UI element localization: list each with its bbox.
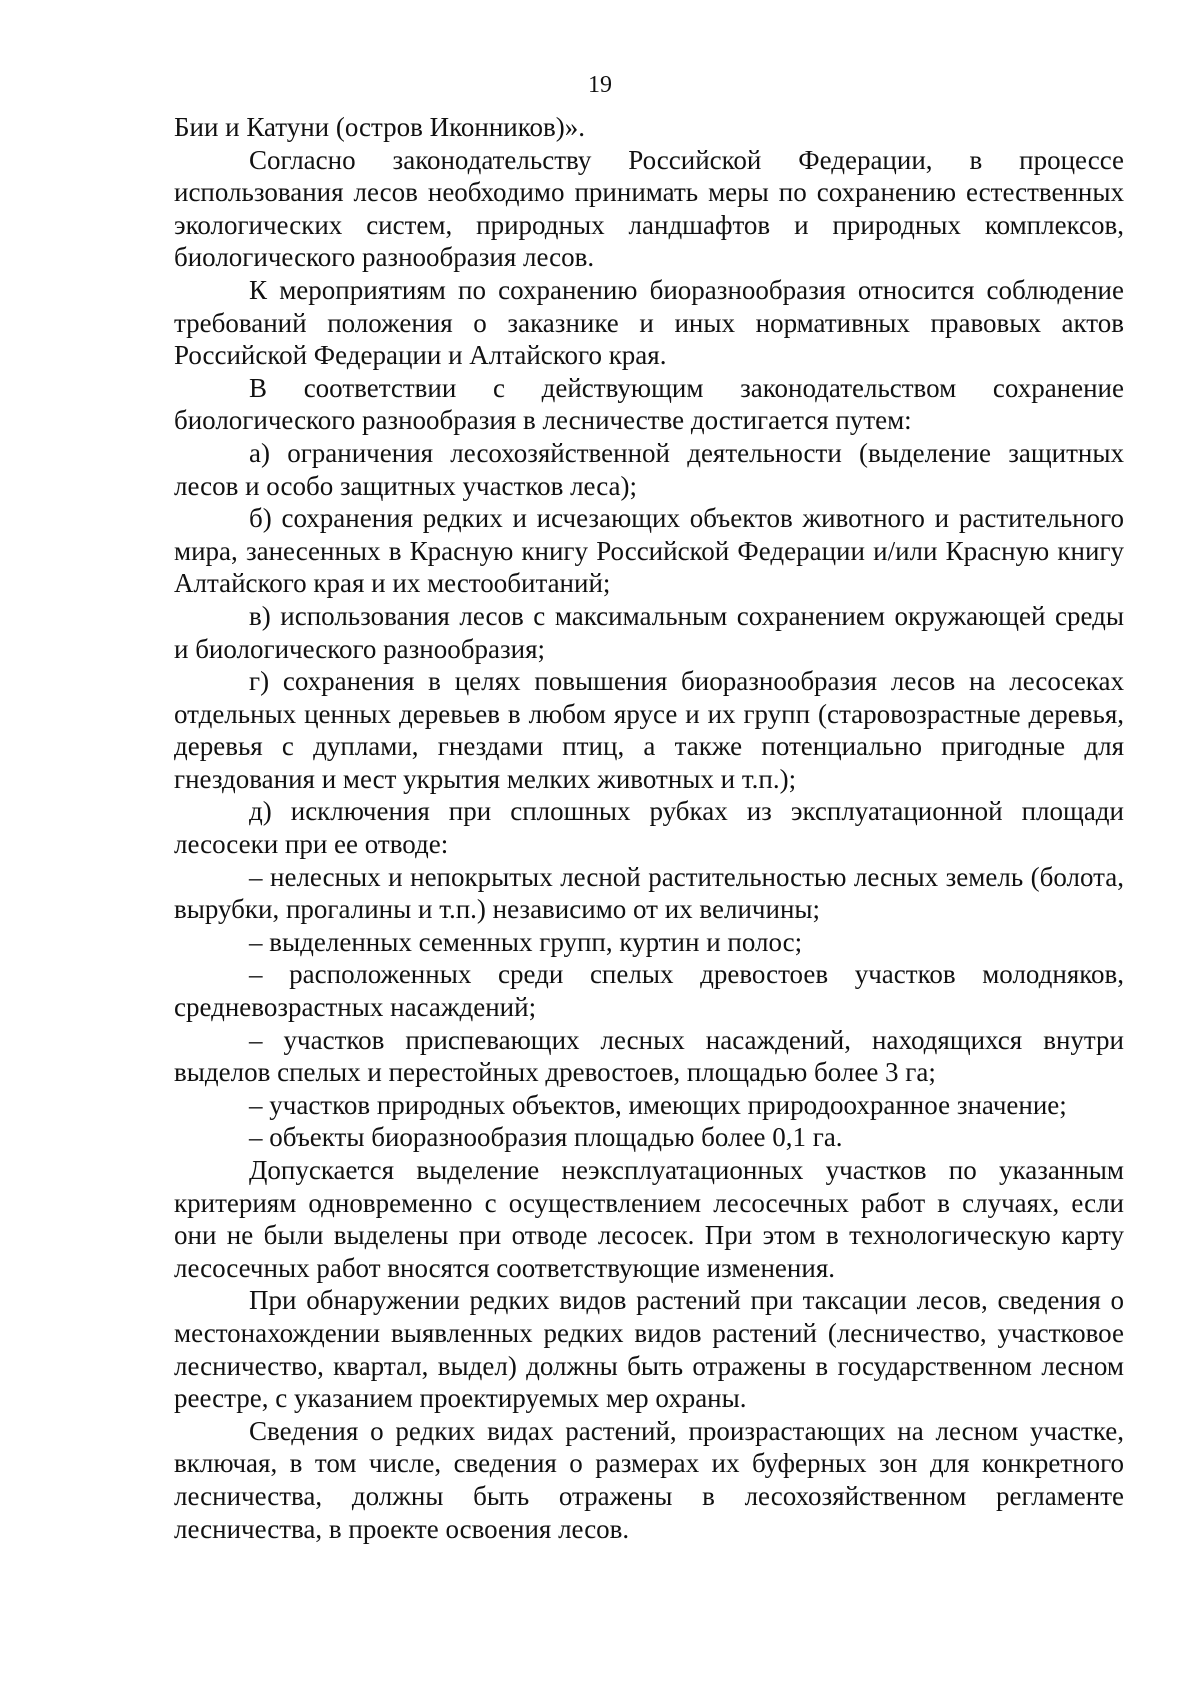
- paragraph-conservation-methods: В соответствии с действующим законодательством сохранение биологического разнообразия в лесничестве достигается путем:: [174, 372, 1124, 436]
- list-item-v: в) использования лесов с максимальным сохранением окружающей среды и биологического разнообразия;: [174, 600, 1124, 664]
- page-number: 19: [588, 72, 612, 98]
- dash-item-maturing-stands: – участков приспевающих лесных насаждений, находящихся внутри выделов спелых и перестойных древостоев, площадью более 3 га;: [174, 1024, 1124, 1088]
- list-item-a: а) ограничения лесохозяйственной деятельности (выделение защитных лесов и особо защитных участков леса);: [174, 437, 1124, 501]
- paragraph-rare-plants-detection: При обнаружении редких видов растений при таксации лесов, сведения о местонахождении выявленных редких видов растений (лесничество, участковое лесничество, квартал, выдел) должны быть отражены в государственном лесном реестре, с указанием проектируемых мер охраны.: [174, 1285, 1124, 1414]
- dash-item-biodiversity-objects: – объекты биоразнообразия площадью более 0,1 га.: [249, 1122, 843, 1153]
- dash-item-seed-groups: – выделенных семенных групп, куртин и полос;: [249, 926, 803, 957]
- list-item-b: б) сохранения редких и исчезающих объектов животного и растительного мира, занесенных в Красную книгу Российской Федерации и/или Красную книгу Алтайского края и их местообитаний;: [174, 503, 1124, 599]
- paragraph-rare-plants-information: Сведения о редких видах растений, произрастающих на лесном участке, включая, в том числе, сведения о размерах их буферных зон для конкретного лесничества, должны быть отражены в лесохозяйственном регламенте лесничества, в проекте освоения лесов.: [174, 1415, 1124, 1544]
- list-item-d: д) исключения при сплошных рубках из эксплуатационной площади лесосеки при ее отводе:: [174, 796, 1124, 860]
- document-body: [174, 111, 1124, 1545]
- dash-item-natural-objects: – участков природных объектов, имеющих природоохранное значение;: [249, 1089, 1067, 1120]
- list-item-g: г) сохранения в целях повышения биоразнообразия лесов на лесосеках отдельных ценных деревьев в любом ярусе и их групп (старовозрастные деревья, деревья с дуплами, гнездами птиц, а также потенциально пригодные для гнездования и мест укрытия мелких животных и т.п.);: [174, 666, 1124, 794]
- dash-item-young-stands: – расположенных среди спелых древостоев участков молодняков, средневозрастных насаждений;: [174, 959, 1124, 1023]
- paragraph-legislation: Согласно законодательству Российской Федерации, в процессе использования лесов необходимо принимать меры по сохранению естественных экологических систем, природных ландшафтов и природных комплексов, биологического разнообразия лесов.: [174, 144, 1124, 273]
- paragraph-biodiversity-measures: К мероприятиям по сохранению биоразнообразия относится соблюдение требований положения о заказнике и иных нормативных правовых актов Российской Федерации и Алтайского края.: [174, 274, 1124, 371]
- paragraph-continuation: Бии и Катуни (остров Иконников)».: [174, 112, 585, 142]
- paragraph-non-exploitation-areas: Допускается выделение неэксплуатационных участков по указанным критериям одновременно с осуществлением лесосечных работ в случаях, если они не были выделены при отводе лесосек. При этом в технологическую карту лесосечных работ вносятся соответствующие изменения.: [174, 1155, 1124, 1283]
- dash-item-nonforest-lands: – нелесных и непокрытых лесной растительностью лесных земель (болота, вырубки, прогалины и т.п.) независимо от их величины;: [174, 861, 1124, 925]
